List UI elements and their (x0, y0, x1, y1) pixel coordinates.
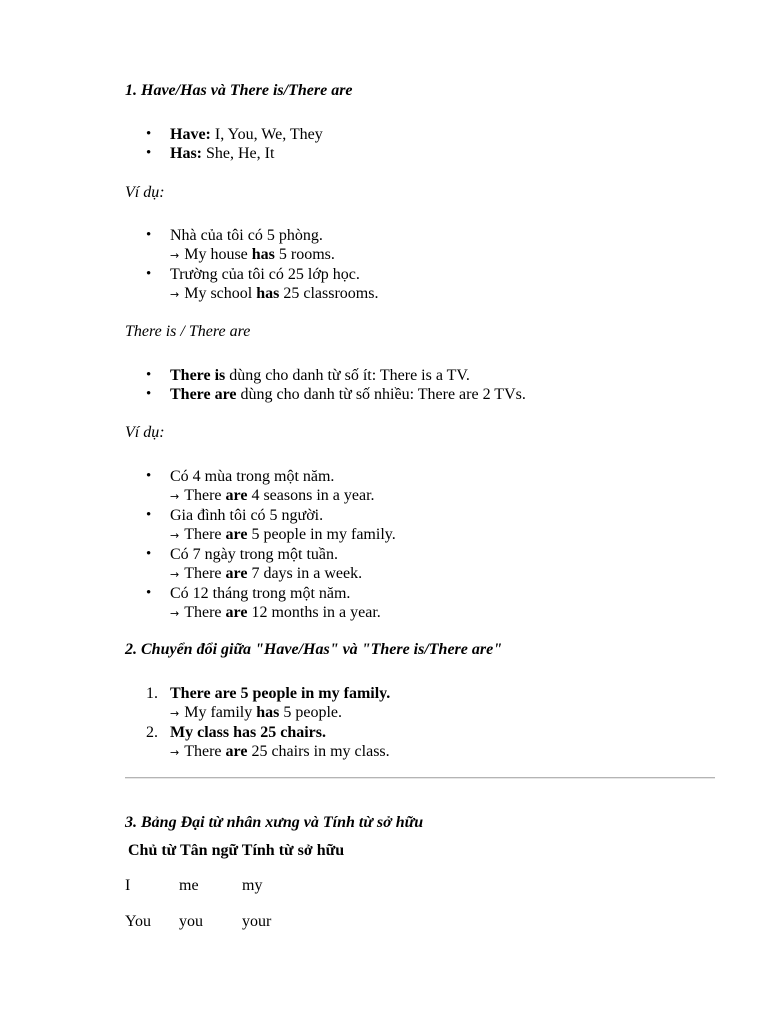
there-is-there-are-label: There is / There are (125, 323, 251, 340)
list-item: 1. There are 5 people in my family. → My family has 5 people. (146, 685, 391, 721)
section-2-heading: 2. Chuyển đổi giữa "Have/Has" và "There is/There are" (125, 641, 503, 658)
list-item: • There are dùng cho danh từ số nhiều: There are 2 TVs. (170, 385, 526, 404)
table-cell: you (179, 913, 203, 930)
item-number: 2. (146, 724, 158, 741)
there-rules-list (170, 366, 526, 404)
section-3-heading: 3. Bảng Đại từ nhân xưng và Tính từ sở hữu (125, 814, 424, 831)
list-item: • Gia đình tôi có 5 người. → There are 5 people in my family. (170, 506, 396, 545)
list-item: • Có 4 mùa trong một năm. → There are 4 seasons in a year. (170, 467, 396, 506)
list-item: • Có 12 tháng trong một năm. → There are 12 months in a year. (170, 584, 396, 623)
there-examples-list (170, 467, 396, 623)
list-item: • Nhà của tôi có 5 phòng. → My house has 5 rooms. (170, 226, 378, 265)
list-item: • Have: I, You, We, They (170, 125, 323, 144)
list-item: • Có 7 ngày trong một tuần. → There are 7 days in a week. (170, 545, 396, 584)
arrow-icon: → (170, 746, 180, 759)
example-label: Ví dụ: (125, 184, 165, 201)
table-cell: me (179, 877, 199, 894)
arrow-icon: → (170, 249, 180, 262)
have-examples-list (170, 226, 378, 304)
arrow-icon: → (170, 288, 180, 301)
arrow-icon: → (170, 607, 180, 620)
table-cell: my (242, 877, 263, 894)
have-has-list (170, 125, 323, 163)
list-item: 2. My class has 25 chairs. → There are 25 chairs in my class. (146, 724, 390, 760)
table-header: Chủ từ Tân ngữ Tính từ sở hữu (128, 842, 345, 859)
section-1-heading: 1. Have/Has và There is/There are (125, 82, 353, 99)
list-item: • Trường của tôi có 25 lớp học. → My school has 25 classrooms. (170, 265, 378, 304)
table-cell: You (125, 913, 151, 930)
table-cell: your (242, 913, 272, 930)
table-cell: I (125, 877, 131, 894)
arrow-icon: → (170, 707, 180, 720)
list-item: • There is dùng cho danh từ số ít: There is a TV. (170, 366, 526, 385)
horizontal-divider (125, 777, 715, 779)
arrow-icon: → (170, 529, 180, 542)
arrow-icon: → (170, 490, 180, 503)
arrow-icon: → (170, 568, 180, 581)
conversion-list (146, 684, 391, 762)
list-item: • Has: She, He, It (170, 144, 323, 163)
example-label: Ví dụ: (125, 424, 165, 441)
item-number: 1. (146, 685, 158, 702)
